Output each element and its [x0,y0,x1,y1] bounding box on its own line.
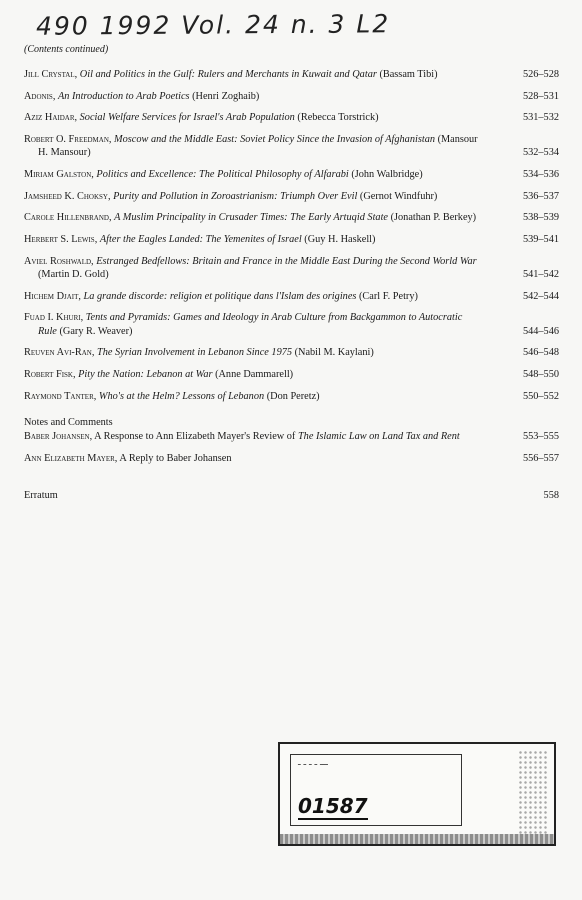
entry-pages: 542–544 [522,290,559,302]
entry-text: A Response to Ann Elizabeth Mayer's Review of [94,430,296,442]
stamp-border-strip [280,834,554,844]
entry-author: Robert O. Freedman [24,134,109,146]
stamp-dot-pattern [518,750,548,835]
entry-reviewer: (Mansour H. Mansour) [38,134,478,159]
entry-author: Aziz Haidar [24,112,75,124]
erratum-label: Erratum [24,490,58,502]
entry-title: The Islamic Law on Land Tax and Rent [297,430,460,442]
review-entry: Miriam Galston, Politics and Excellence: The Political Philosophy of Alfarabi (John Walbridge) 534–536 [24,169,559,181]
notes-section-title: Notes and Comments [24,416,113,428]
review-entry: Carole Hillenbrand, A Muslim Principality in Crusader Times: The Early Artuqid State (Jonathan P. Berkey) 538–539 [24,212,559,224]
entry-author: Reuven Avi-Ran [24,347,92,359]
entry-title: Purity and Pollution in Zoroastrianism: Triumph Over Evil [113,190,358,202]
entry-pages: 550–552 [522,390,559,402]
entry-pages: 539–541 [522,234,559,246]
entry-pages: 544–546 [522,325,559,337]
entry-author: Fuad I. Khuri [24,312,81,324]
entry-title: Oil and Politics in the Gulf: Rulers and Merchants in Kuwait and Qatar [79,69,377,80]
review-entry: Aziz Haidar, Social Welfare Services for Israel's Arab Population (Rebecca Torstrick) 531–532 [24,112,559,124]
entry-pages: 548–550 [522,369,559,381]
review-entry: Robert O. Freedman, Moscow and the Middle East: Soviet Policy Since the Invasion of Afghanistan (Mansour H. Mansour) 532–534 [24,134,559,159]
stamp-number: 01587 [298,794,368,818]
review-entry: Aviel Roshwald, Estranged Bedfellows: Britain and France in the Middle East During the Second World War (Martin D. Gold) 541–542 [24,255,559,281]
review-entry: Fuad I. Khuri, Tents and Pyramids: Games and Ideology in Arab Culture from Backgammon to Autocratic Rule (Gary R. Weaver) 544–546 [24,312,559,337]
entry-author: Hichem Djait [24,290,79,302]
entry-author: Adonis [24,90,53,102]
entry-title: Who's at the Helm? Lessons of Lebanon [98,390,265,402]
entry-title: Tents and Pyramids: Games and Ideology in Arab Culture from Backgammon to Autocratic Rule [38,312,463,337]
entry-title: A Muslim Principality in Crusader Times: The Early Artuqid State [114,212,389,224]
entry-reviewer: (Martin D. Gold) [38,269,109,281]
entry-reviewer: (Jonathan P. Berkey) [390,212,477,224]
contents-continued-label: (Contents continued) [24,44,109,55]
review-entry: Reuven Avi-Ran, The Syrian Involvement in Lebanon Since 1975 (Nabil M. Kaylani) 546–548 [24,347,559,359]
notes-entry: Ann Elizabeth Mayer, A Reply to Baber Johansen 556–557 [24,452,559,464]
entry-title: An Introduction to Arab Poetics [57,90,190,102]
entry-author: Miriam Galston [24,169,92,181]
entry-author: Robert Fisk [24,369,73,381]
entry-text: A Reply to Baber Johansen [119,452,232,464]
review-entry: Adonis, An Introduction to Arab Poetics (Henri Zoghaib) 528–531 [24,90,559,102]
entry-title: Pity the Nation: Lebanon at War [78,369,213,381]
erratum-entry [24,489,559,502]
entry-pages: 526–528 [522,69,559,80]
entry-pages: 528–531 [522,90,559,102]
entry-pages: 536–537 [522,190,559,202]
entry-title: Estranged Bedfellows: Britain and France in the Middle East During the Second World War [96,255,477,267]
entry-author: Baber Johansen [24,430,90,442]
entry-author: Raymond Tanter [24,390,94,402]
entry-author: Carole Hillenbrand [24,212,109,224]
entry-reviewer: (Gary R. Weaver) [59,325,133,337]
review-entry: Hichem Djait, La grande discorde: religion et politique dans l'Islam des origines (Carl F. Petry) 542–544 [24,290,559,302]
entry-pages: 532–534 [522,147,559,159]
review-entry: Robert Fisk, Pity the Nation: Lebanon at War (Anne Dammarell) 548–550 [24,369,559,381]
entry-pages: 553–555 [522,430,559,442]
entry-pages: 541–542 [522,269,559,281]
erratum-pages: 558 [543,490,559,502]
entry-reviewer: (John Walbridge) [351,169,423,181]
review-entry: Jill Crystal, Oil and Politics in the Gulf: Rulers and Merchants in Kuwait and Qatar (Bassam Tibi) 526–528 [24,69,559,80]
stamp-arabic-text: ـــ ـ ـ ـ ـ [298,758,328,768]
entry-author: Ann Elizabeth Mayer [24,452,115,464]
review-entry: Raymond Tanter, Who's at the Helm? Lessons of Lebanon (Don Peretz) 550–552 [24,390,559,402]
review-entry: Jamsheed K. Choksy, Purity and Pollution in Zoroastrianism: Triumph Over Evil (Gernot Windfuhr) 536–537 [24,190,559,202]
entry-reviewer: (Guy H. Haskell) [304,234,376,246]
library-stamp [278,742,556,846]
entry-reviewer: (Carl F. Petry) [358,290,418,302]
entry-author: Aviel Roshwald [24,255,92,267]
entry-reviewer: (Gernot Windfuhr) [359,190,438,202]
entry-title: Social Welfare Services for Israel's Arab Population [79,112,295,124]
review-entry: Herbert S. Lewis, After the Eagles Landed: The Yemenites of Israel (Guy H. Haskell) 539–541 [24,234,559,246]
entry-reviewer: (Don Peretz) [266,390,320,402]
entry-reviewer: (Bassam Tibi) [379,69,438,80]
entry-reviewer: (Rebecca Torstrick) [297,112,379,124]
entry-author: Jamsheed K. Choksy [24,190,108,202]
entry-reviewer: (Henri Zoghaib) [192,90,260,102]
entry-pages: 546–548 [522,347,559,359]
entry-pages: 531–532 [522,112,559,124]
entry-title: La grande discorde: religion et politique dans l'Islam des origines [83,290,357,302]
entry-title: Moscow and the Middle East: Soviet Policy Since the Invasion of Afghanistan [114,134,435,146]
entry-pages: 538–539 [522,212,559,224]
review-entries-list [24,68,559,511]
entry-title: The Syrian Involvement in Lebanon Since 1975 [96,347,293,359]
entry-title: After the Eagles Landed: The Yemenites of Israel [99,234,302,246]
entry-reviewer: (Nabil M. Kaylani) [294,347,374,359]
handwritten-catalog-note: 490 1992 Vol. 24 n. 3 L2 [35,9,391,41]
entry-pages: 556–557 [522,452,559,464]
entry-title: Politics and Excellence: The Political Philosophy of Alfarabi [96,169,349,181]
entry-pages: 534–536 [522,169,559,181]
notes-entry: Baber Johansen, A Response to Ann Elizabeth Mayer's Review of The Islamic Law on Land Tax and Rent 553–555 [24,430,559,442]
entry-author: Jill Crystal [24,69,75,80]
entry-author: Herbert S. Lewis [24,234,95,246]
entry-reviewer: (Anne Dammarell) [215,369,294,381]
